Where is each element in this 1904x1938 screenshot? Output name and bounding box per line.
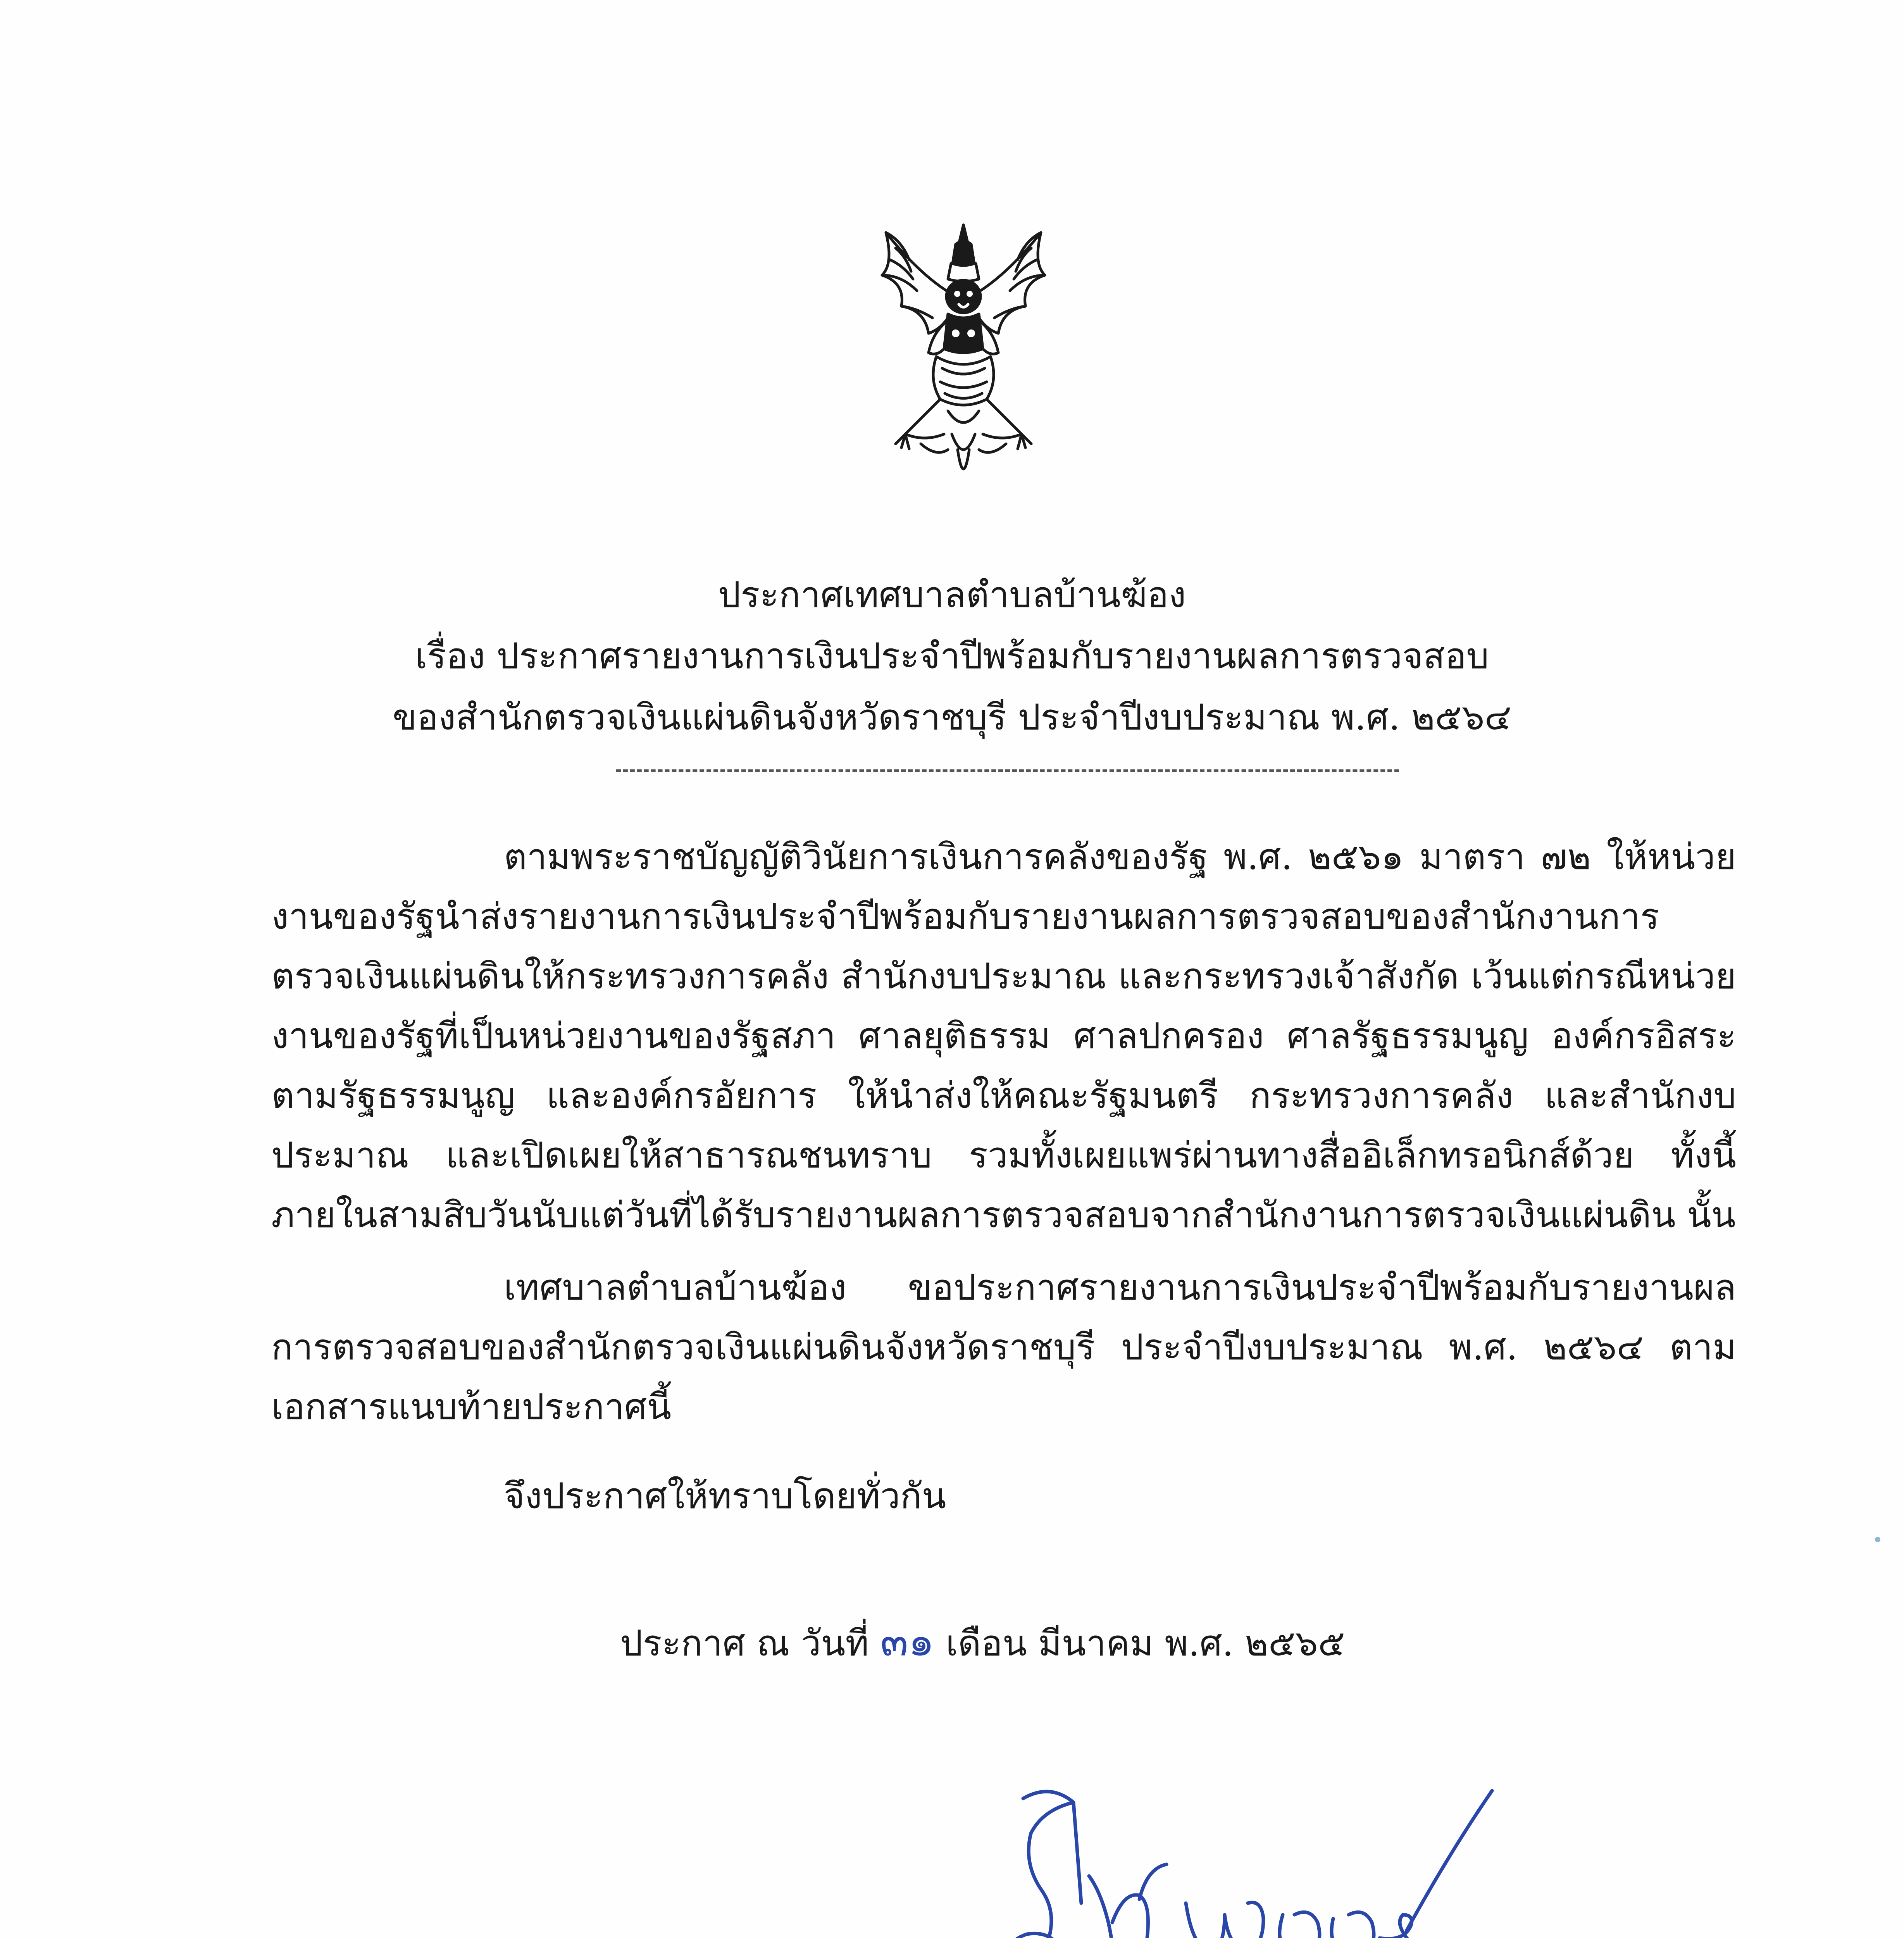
scan-speck — [1875, 1537, 1880, 1542]
handwritten-signature — [984, 1775, 1519, 1938]
garuda-emblem — [859, 217, 1068, 512]
announcement-title: ประกาศเทศบาลตำบลบ้านฆ้อง — [718, 574, 1186, 616]
closing-statement: จึงประกาศให้ทราบโดยทั่วกัน — [504, 1475, 946, 1517]
paragraph-announcement: เทศบาลตำบลบ้านฆ้อง ขอประกาศรายงานการเงินประจำปีพร้อมกับรายงานผลการตรวจสอบของสำนักตรวจเงินแผ่นดินจังหวัดราชบุรี ประจำปีงบประมาณ พ.ศ. ๒๕๖๔ ตามเอกสารแนบท้ายประกาศนี้ — [271, 1267, 1736, 1428]
paragraph-legal-basis: ตามพระราชบัญญัติวินัยการเงินการคลังของรัฐ พ.ศ. ๒๕๖๑ มาตรา ๗๒ ให้หน่วยงานของรัฐนำส่งรายงานการเงินประจำปีพร้อมกับรายงานผลการตรวจสอบของสำนักงานการตรวจเงินแผ่นดินให้กระทรวงการคลัง สำนักงบประมาณ และกระทรวงเจ้าสังกัด เว้นแต่กรณีหน่วยงานของรัฐที่เป็นหน่วยงานของรัฐสภา ศาลยุติธรรม ศาลปกครอง ศาลรัฐธรรมนูญ องค์กรอิสระตามรัฐธรรมนูญ และองค์กรอัยการ ให้นำส่งให้คณะรัฐมนตรี กระทรวงการคลัง และสำนักงบประมาณ และเปิดเผยให้สาธารณชนทราบ รวมทั้งเผยแพร่ผ่านทางสื่ออิเล็กทรอนิกส์ด้วย ทั้งนี้ภายในสามสิบวันนับแต่วันที่ได้รับรายงานผลการตรวจสอบจากสำนักงานการตรวจเงินแผ่นดิน นั้น — [271, 836, 1736, 1236]
date-prefix: ประกาศ ณ วันที่ — [620, 1622, 869, 1664]
date-day-handwritten: ๓๑ — [880, 1617, 935, 1665]
date-suffix: เดือน มีนาคม พ.ศ. ๒๕๖๕ — [946, 1622, 1345, 1664]
announcement-date — [620, 1618, 1345, 1667]
subject-line-2: ของสำนักตรวจเงินแผ่นดินจังหวัดราชบุรี ประจำปีงบประมาณ พ.ศ. ๒๕๖๔ — [392, 697, 1512, 738]
dashed-divider — [616, 769, 1399, 772]
subject-line-1: เรื่อง ประกาศรายงานการเงินประจำปีพร้อมกับรายงานผลการตรวจสอบ — [415, 635, 1489, 677]
